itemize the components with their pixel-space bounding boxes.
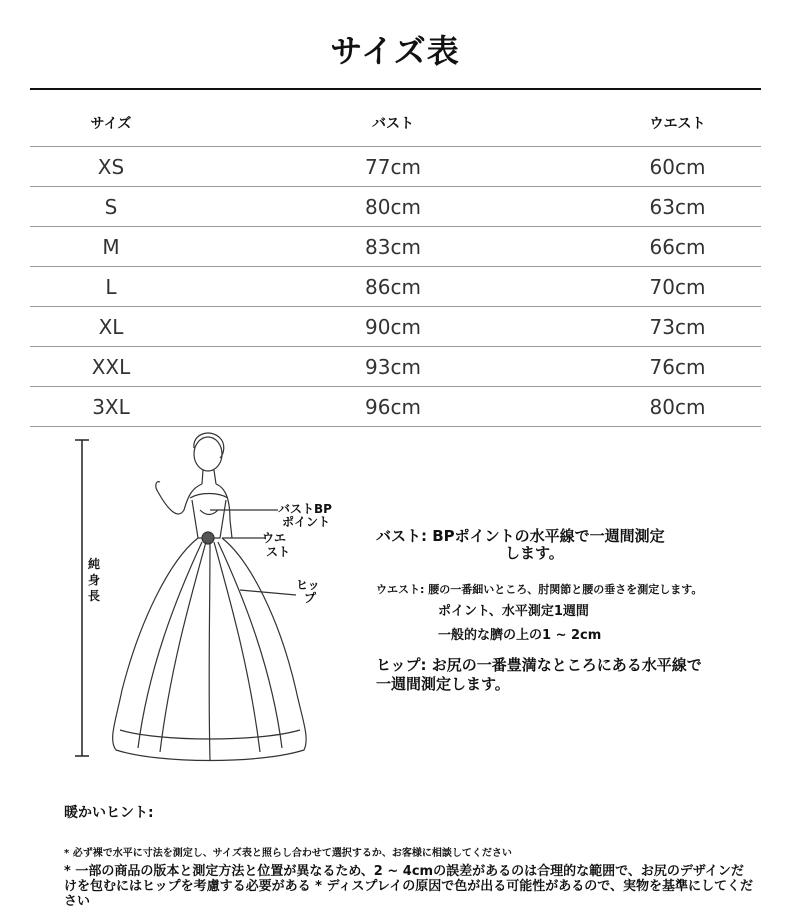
label-waist-line1: ウエ — [262, 531, 287, 545]
page-title: サイズ表 — [330, 32, 460, 70]
title-divider — [30, 88, 761, 90]
desc-waist-line2: ポイント、水平測定1週間 — [438, 604, 589, 619]
label-bust-line2: ポイント — [282, 515, 331, 529]
cell-bust: 83cm — [192, 227, 594, 267]
cell-bust: 77cm — [192, 147, 594, 187]
cell-waist: 76cm — [594, 347, 761, 387]
cell-waist: 66cm — [594, 227, 761, 267]
label-waist-line2: スト — [266, 545, 291, 559]
label-bust-line1: バストBP — [278, 502, 332, 516]
table-row — [30, 347, 761, 387]
desc-waist-line3: 一般的な臍の上の1 ~ 2cm — [438, 628, 602, 643]
cell-bust: 86cm — [192, 267, 594, 307]
label-length-line1: 純 — [88, 557, 101, 571]
cell-size: XXL — [30, 347, 192, 387]
hint-title: 暖かいヒント: — [64, 805, 154, 821]
length-measure-line — [75, 440, 89, 756]
header-bust: バスト — [192, 100, 594, 147]
desc-hip-line2: 一週間測定します。 — [376, 675, 510, 693]
table-header-row — [30, 100, 761, 147]
table-row — [30, 227, 761, 267]
label-hip-line1: ヒッ — [296, 578, 320, 592]
cell-bust: 90cm — [192, 307, 594, 347]
header-size: サイズ — [30, 100, 192, 147]
cell-bust: 80cm — [192, 187, 594, 227]
cell-size: XL — [30, 307, 192, 347]
cell-waist: 70cm — [594, 267, 761, 307]
label-length-line3: 長 — [88, 589, 101, 603]
note-measure: * 必ず裸で水平に寸法を測定し、サイズ表と照らし合わせて選択するか、お客様に相談してください — [64, 848, 512, 859]
note-disclaimer: * 一部の商品の版本と測定方法と位置が異なるため、2 ~ 4cmの誤差があるのは合理的な範囲で、お尻のデザインだけを包むにはヒップを考慮する必要がある * ディスプレイの原因で色が出る可能性があるので、実物を基準にしてください — [64, 864, 753, 909]
desc-bust-line1: バスト: BPポイントの水平線で一週間測定 — [376, 527, 665, 545]
desc-waist-line1: ウエスト: 腰の一番細いところ、肘関節と腰の垂さを測定します。 — [376, 583, 703, 596]
cell-waist: 73cm — [594, 307, 761, 347]
cell-waist: 63cm — [594, 187, 761, 227]
table-row — [30, 147, 761, 187]
cell-size: L — [30, 267, 192, 307]
label-hip-line2: プ — [304, 591, 317, 605]
table-row — [30, 307, 761, 347]
cell-size: 3XL — [30, 387, 192, 427]
cell-size: M — [30, 227, 192, 267]
label-length-line2: 身 — [88, 573, 101, 587]
header-waist: ウエスト — [594, 100, 761, 147]
desc-bust-line2: します。 — [505, 544, 564, 562]
cell-size: XS — [30, 147, 192, 187]
table-row — [30, 267, 761, 307]
cell-waist: 60cm — [594, 147, 761, 187]
table-row — [30, 387, 761, 427]
cell-waist: 80cm — [594, 387, 761, 427]
size-table — [30, 100, 761, 427]
dress-sketch — [113, 433, 306, 760]
cell-bust: 93cm — [192, 347, 594, 387]
cell-bust: 96cm — [192, 387, 594, 427]
desc-hip-line1: ヒップ: お尻の一番豊満なところにある水平線で — [376, 656, 702, 674]
cell-size: S — [30, 187, 192, 227]
dress-illustration — [60, 430, 360, 780]
table-row — [30, 187, 761, 227]
